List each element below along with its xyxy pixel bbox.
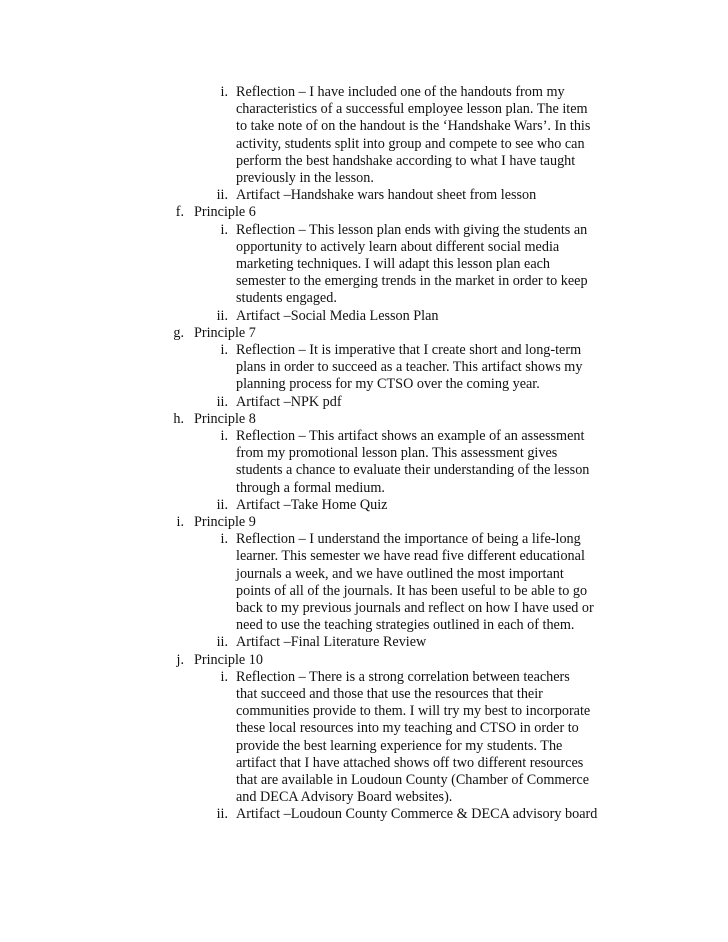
principle-heading: Principle 6 xyxy=(194,204,256,221)
outline-item-text: Reflection – I have included one of the handouts from my xyxy=(236,84,565,100)
outline-item-text: previously in the lesson. xyxy=(236,170,374,186)
outline-item-text: semester to the emerging trends in the market in order to keep xyxy=(236,273,588,290)
outline-item-text: from my promotional lesson plan. This assessment gives xyxy=(236,445,558,462)
outline-item-text: Reflection – It is imperative that I create short and long-term xyxy=(236,342,582,358)
outline-item-text: Reflection – This lesson plan ends with giving the students an xyxy=(236,221,588,238)
outline-item-text: Reflection – This artifact shows an example of an assessment xyxy=(236,428,585,444)
outline-item-text: these local resources into my teaching and CTSO in order to xyxy=(236,720,579,737)
outline-item-text: artifact that I have attached shows off two different resources xyxy=(236,754,584,771)
outline-item-text: plans in order to succeed as a teacher. This artifact shows my xyxy=(236,359,583,376)
outline-item-text: that are available in Loudoun County (Chamber of Commerce xyxy=(236,772,590,788)
outline-roman-marker: i. xyxy=(220,221,228,238)
outline-item-text: perform the best handshake according to what I have taught xyxy=(236,152,576,169)
outline-letter-marker: g. xyxy=(173,324,184,341)
outline-item-text: Artifact –Final Literature Review xyxy=(236,634,427,651)
outline-letter-marker: i. xyxy=(176,514,184,530)
outline-roman-marker: i. xyxy=(220,428,228,444)
outline-letter-marker: h. xyxy=(173,410,184,427)
outline-item-text: need to use the teaching strategies outlined in each of them. xyxy=(236,617,575,634)
outline-item-text: opportunity to actively learn about different social media xyxy=(236,238,560,255)
outline-item-text: Artifact –Handshake wars handout sheet from lesson xyxy=(236,187,537,204)
outline-roman-marker: ii. xyxy=(216,307,228,324)
principle-heading: Principle 7 xyxy=(194,324,256,341)
outline-roman-marker: i. xyxy=(220,342,228,358)
outline-item-text: learner. This semester we have read five different educational xyxy=(236,548,585,565)
outline-item-text: planning process for my CTSO over the coming year. xyxy=(236,376,540,393)
outline-item-text: through a formal medium. xyxy=(236,479,385,496)
outline-item-text: Artifact –Loudoun County Commerce & DECA advisory board xyxy=(236,806,598,823)
outline-item-text: marketing techniques. I will adapt this lesson plan each xyxy=(236,256,551,272)
outline-roman-marker: ii. xyxy=(216,187,228,204)
outline-item-text: Artifact –Social Media Lesson Plan xyxy=(236,307,439,324)
outline-roman-marker: i. xyxy=(220,668,228,685)
outline-item-text: Artifact –Take Home Quiz xyxy=(236,496,388,513)
outline-item-text: students a chance to evaluate their understanding of the lesson xyxy=(236,462,590,479)
principle-heading: Principle 8 xyxy=(194,410,256,427)
outline-item-text: back to my previous journals and reflect on how I have used or xyxy=(236,600,594,616)
outline-item-text: students engaged. xyxy=(236,290,337,307)
outline-item-text: journals a week, and we have outlined the most important xyxy=(236,565,564,582)
outline-item-text: provide the best learning experience for my students. The xyxy=(236,737,563,754)
outline-roman-marker: ii. xyxy=(216,634,228,651)
outline-item-text: communities provide to them. I will try my best to incorporate xyxy=(236,703,591,720)
outline-item-text: Artifact –NPK pdf xyxy=(236,393,342,410)
outline-roman-marker: i. xyxy=(220,84,228,100)
outline-item-text: characteristics of a successful employee lesson plan. The item xyxy=(236,101,588,118)
outline-item-text: and DECA Advisory Board websites). xyxy=(236,789,453,806)
outline-item-text: to take note of on the handout is the ‘Handshake Wars’. In this xyxy=(236,118,591,135)
outline-item-text: Reflection – I understand the importance of being a life-long xyxy=(236,531,581,548)
outline-item-text: activity, students split into group and compete to see who can xyxy=(236,135,585,152)
outline-roman-marker: ii. xyxy=(216,393,228,410)
principle-heading: Principle 10 xyxy=(194,651,263,668)
outline-roman-marker: ii. xyxy=(216,806,228,823)
outline-item-text: Reflection – There is a strong correlation between teachers xyxy=(236,668,570,685)
outline-roman-marker: i. xyxy=(220,531,228,548)
outline-item-text: that succeed and those that use the resources that their xyxy=(236,686,543,702)
outline-letter-marker: f. xyxy=(175,204,184,221)
outline-letter-marker: j. xyxy=(176,651,184,668)
outline-item-text: points of all of the journals. It has been useful to be able to go xyxy=(236,582,588,599)
outline-roman-marker: ii. xyxy=(216,496,228,513)
principle-heading: Principle 9 xyxy=(194,514,256,530)
